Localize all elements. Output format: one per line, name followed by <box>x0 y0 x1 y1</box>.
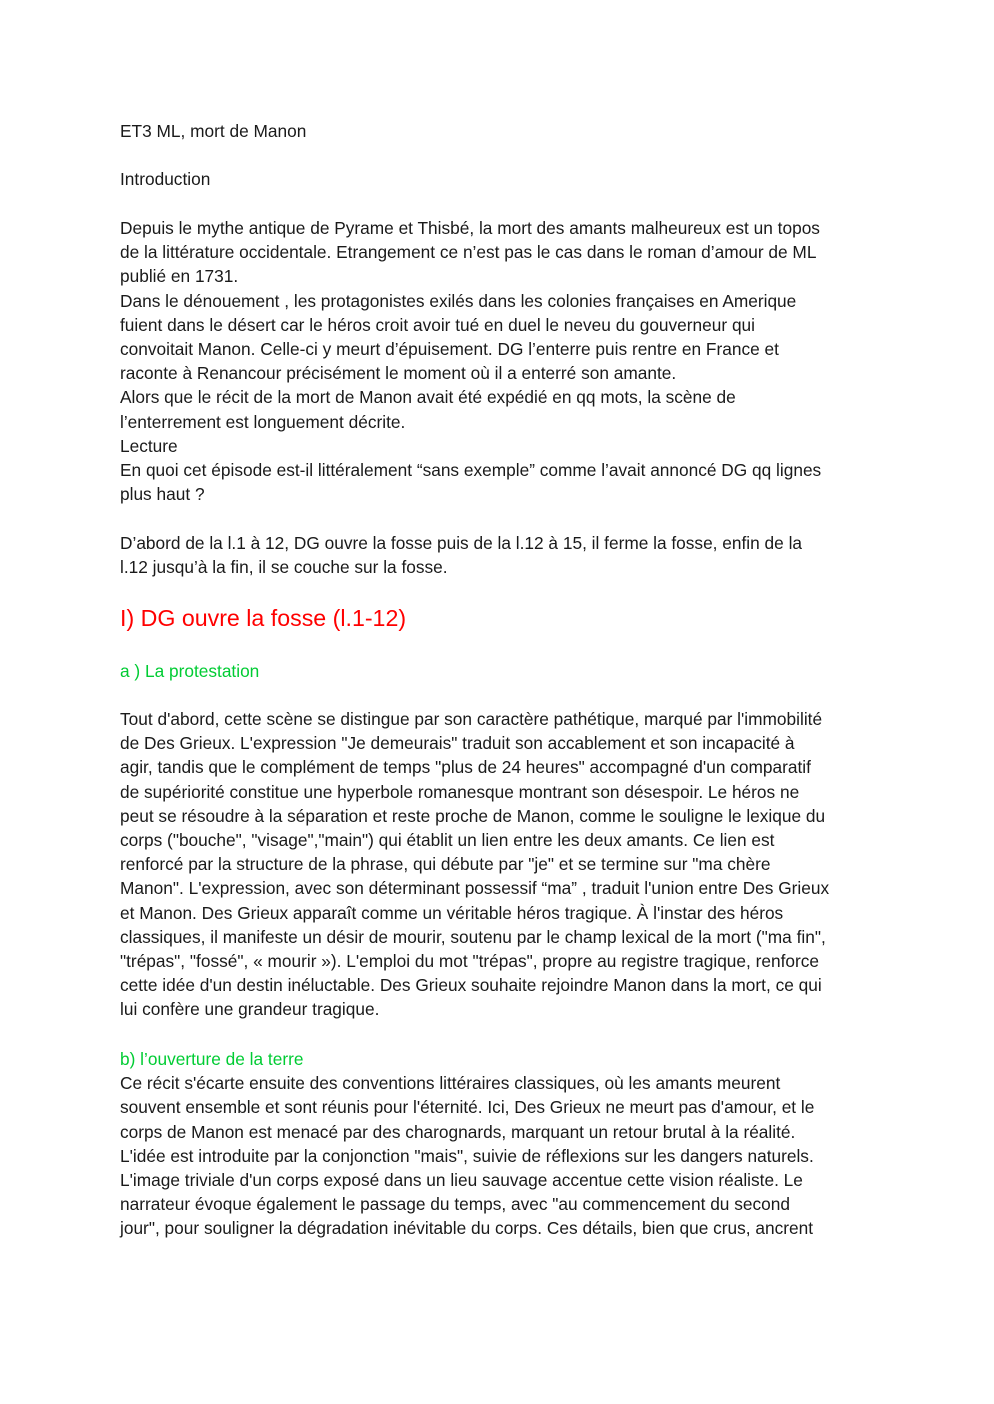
text-line: narrateur évoque également le passage du temps, avec "au commencement du second <box>120 1194 790 1215</box>
text-line: Dans le dénouement , les protagonistes exilés dans les colonies françaises en Amerique <box>120 290 797 311</box>
text-line: l.12 jusqu’à la fin, il se couche sur la fosse. <box>120 557 448 578</box>
text-line: plus haut ? <box>120 484 205 505</box>
text-line: renforcé par la structure de la phrase, qui débute par "je" et se termine sur "ma chère <box>120 854 771 875</box>
subsection-b <box>120 1047 814 1241</box>
text-line: Alors que le récit de la mort de Manon avait été expédié en qq mots, la scène de <box>120 387 736 408</box>
text-line: convoitait Manon. Celle-ci y meurt d’épuisement. DG l’enterre puis rentre en France et <box>120 339 779 360</box>
text-line: D’abord de la l.1 à 12, DG ouvre la fosse puis de la l.12 à 15, il ferme la fosse, enfin de la <box>120 533 803 553</box>
subsection-a-heading-wrap <box>120 659 259 683</box>
text-line: En quoi cet épisode est-il littéralement “sans exemple” comme l’avait annoncé DG qq lignes <box>120 460 822 481</box>
text-line: Manon". L'expression, avec son déterminant possessif “ma” , traduit l'union entre Des Grieux <box>120 878 830 899</box>
text-line: raconte à Renancour précisément le moment où il a enterré son amante. <box>120 363 677 384</box>
document-title: ET3 ML, mort de Manon <box>120 121 307 141</box>
text-line: L'image triviale d'un corps exposé dans un lieu sauvage accentue cette vision réaliste. Le <box>120 1170 803 1191</box>
text-line: Tout d'abord, cette scène se distingue par son caractère pathétique, marqué par l'immobilité <box>120 709 823 729</box>
text-line: cette idée d'un destin inéluctable. Des Grieux souhaite rejoindre Manon dans la mort, ce qui <box>120 975 822 996</box>
text-line: jour", pour souligner la dégradation inévitable du corps. Ces détails, bien que crus, ancrent <box>120 1218 813 1239</box>
text-line: corps ("bouche", "visage","main") qui établit un lien entre les deux amants. Ce lien est <box>120 830 775 851</box>
subsection-a-paragraph <box>120 707 829 1022</box>
plan-paragraph <box>120 531 802 579</box>
intro-heading: Introduction <box>120 169 211 189</box>
text-line: Lecture <box>120 435 178 456</box>
text-line: de Des Grieux. L'expression "Je demeurais" traduit son accablement et son incapacité à <box>120 733 795 754</box>
text-line: publié en 1731. <box>120 266 239 287</box>
text-line: Depuis le mythe antique de Pyrame et Thisbé, la mort des amants malheureux est un topos <box>120 218 820 238</box>
text-line: souvent ensemble et sont réunis pour l'éternité. Ici, Des Grieux ne meurt pas d'amour, et le <box>120 1097 815 1118</box>
text-line: Ce récit s'écarte ensuite des conventions littéraires classiques, où les amants meurent <box>120 1073 781 1094</box>
text-line: corps de Manon est menacé par des charognards, marquant un retour brutal à la réalité. <box>120 1121 796 1142</box>
section-heading: I) DG ouvre la fosse (l.1-12) <box>120 605 407 631</box>
text-line: de la littérature occidentale. Etrangement ce n’est pas le cas dans le roman d’amour de ML <box>120 242 817 263</box>
text-line: peut se résoudre à la séparation et reste proche de Manon, comme le souligne le lexique du <box>120 805 826 826</box>
subsection-heading: a ) La protestation <box>120 661 260 681</box>
text-line: agir, tandis que le complément de temps "plus de 24 heures" accompagné d'un comparatif <box>120 757 811 778</box>
text-line: l’enterrement est longuement décrite. <box>120 411 406 432</box>
subsection-heading: b) l’ouverture de la terre <box>120 1049 304 1069</box>
text-line: fuient dans le désert car le héros croit avoir tué en duel le neveu du gouverneur qui <box>120 314 756 335</box>
text-line: de supériorité constitue une hyperbole romanesque montrant son désespoir. Le héros ne <box>120 781 800 802</box>
text-line: "trépas", "fossé", « mourir »). L'emploi du mot "trépas", propre au registre tragique, renforce <box>120 951 820 972</box>
text-line: classiques, il manifeste un désir de mourir, soutenu par le champ lexical de la mort ("ma fin", <box>120 926 826 947</box>
text-line: lui confère une grandeur tragique. <box>120 999 380 1020</box>
intro-paragraph <box>120 216 821 506</box>
text-line: et Manon. Des Grieux apparaît comme un véritable héros tragique. À l'instar des héros <box>120 902 784 923</box>
text-line: L'idée est introduite par la conjonction "mais", suivie de réflexions sur les dangers naturels. <box>120 1145 814 1166</box>
